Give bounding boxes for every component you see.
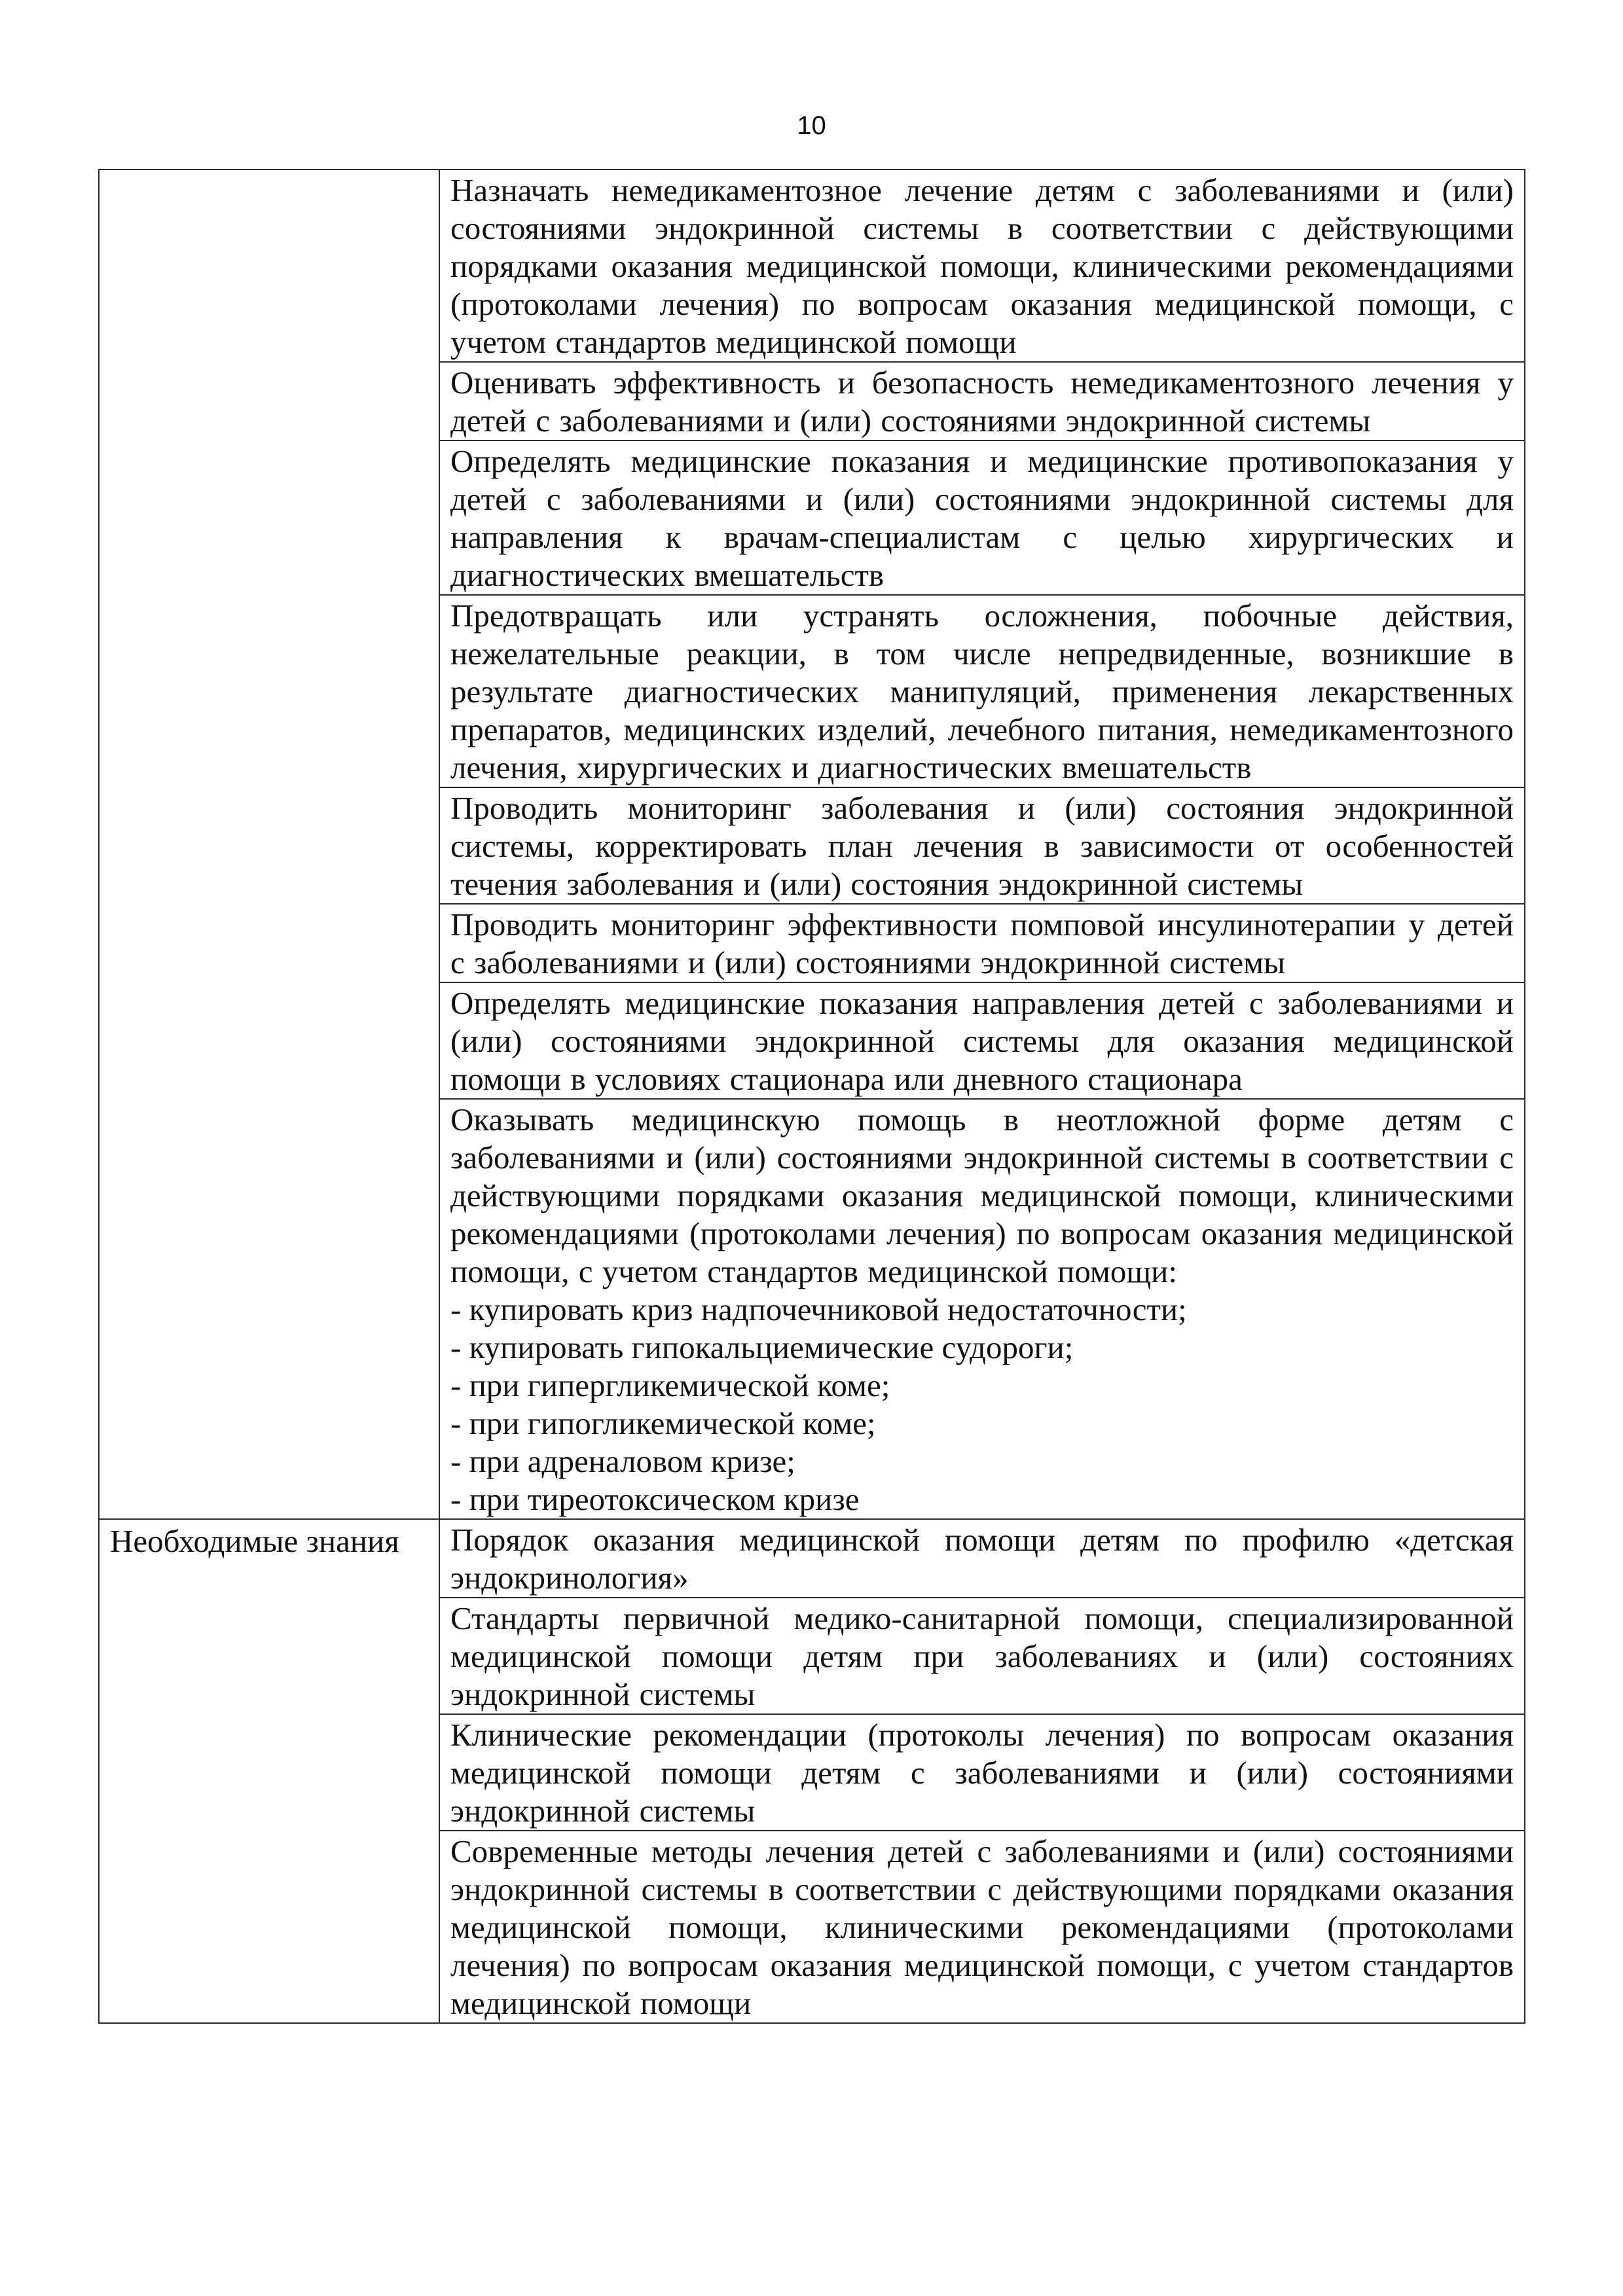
text-cell <box>439 904 1525 982</box>
skill-text: Оказывать медицинскую помощь в неотложной форме детям с заболеваниями и (или) состояниями эндокринной системы в соответствии с действующими порядками оказания медицинской помощи, клиническими рекомендациями (протоколами лечения) по вопросам оказания медицинской помощи, с учетом стандартов медицинской помощи: <box>450 1102 1514 1289</box>
list-item: - купировать гипокальциемические судороги; <box>450 1329 1074 1365</box>
list-item: - при гипогликемической коме; <box>450 1405 876 1441</box>
table-row <box>99 170 1525 362</box>
text-cell <box>439 787 1525 904</box>
label-cell-empty <box>99 170 439 1519</box>
skill-text: Предотвращать или устранять осложнения, побочные действия, нежелательные реакции, в том числе непредвиденные, возникшие в результате диагностических манипуляций, применения лекарственных препаратов, медицинских изделий, лечебного питания, немедикаментозного лечения, хирургических и диагностических вмешательств <box>450 598 1514 785</box>
text-cell <box>439 170 1525 362</box>
skill-text: Оценивать эффективность и безопасность немедикаментозного лечения у детей с заболеваниями и (или) состояниями эндокринной системы <box>450 365 1514 439</box>
knowledge-text: Стандарты первичной медико-санитарной помощи, специализированной медицинской помощи детям при заболеваниях и (или) состояниях эндокринной системы <box>450 1600 1514 1712</box>
text-cell <box>439 1598 1525 1714</box>
text-cell <box>439 362 1525 440</box>
knowledge-text: Современные методы лечения детей с заболеваниями и (или) состояниями эндокринной системы в соответствии с действующими порядками оказания медицинской помощи, клиническими рекомендациями (протоколами лечения) по вопросам оказания медицинской помощи, с учетом стандартов медицинской помощи <box>450 1833 1514 2021</box>
page-number: 10 <box>797 111 826 140</box>
text-cell <box>439 982 1525 1099</box>
section-label: Необходимые знания <box>110 1523 399 1559</box>
competency-table <box>98 169 1525 2024</box>
text-cell <box>439 1099 1525 1519</box>
skill-text: Определять медицинские показания направления детей с заболеваниями и (или) состояниями эндокринной системы для оказания медицинской помощи в условиях стационара или дневного стационара <box>450 985 1514 1097</box>
list-item: - при адреналовом кризе; <box>450 1443 795 1479</box>
knowledge-text: Порядок оказания медицинской помощи детям по профилю «детская эндокринология» <box>450 1522 1514 1596</box>
text-cell <box>439 1519 1525 1598</box>
section-label-cell <box>99 1519 439 2023</box>
list-item: - при тиреотоксическом кризе <box>450 1481 860 1517</box>
text-cell <box>439 1714 1525 1831</box>
knowledge-text: Клинические рекомендации (протоколы лечения) по вопросам оказания медицинской помощи детям с заболеваниями и (или) состояниями эндокринной системы <box>450 1717 1514 1829</box>
list-item: - при гипергликемической коме; <box>450 1367 890 1403</box>
skill-text: Проводить мониторинг эффективности помповой инсулинотерапии у детей с заболеваниями и (или) состояниями эндокринной системы <box>450 906 1514 980</box>
skill-text: Проводить мониторинг заболевания и (или) состояния эндокринной системы, корректировать план лечения в зависимости от особенностей течения заболевания и (или) состояния эндокринной системы <box>450 790 1514 902</box>
table-row <box>99 1519 1525 1598</box>
text-cell <box>439 595 1525 787</box>
skill-text: Определять медицинские показания и медицинские противопоказания у детей с заболеваниями и (или) состояниями эндокринной системы для направления к врачам-специалистам с целью хирургических и диагностических вмешательств <box>450 443 1514 593</box>
skill-text: Назначать немедикаментозное лечение детям с заболеваниями и (или) состояниями эндокринной системы в соответствии с действующими порядками оказания медицинской помощи, клиническими рекомендациями (протоколами лечения) по вопросам оказания медицинской помощи, с учетом стандартов медицинской помощи <box>450 172 1514 360</box>
text-cell <box>439 1831 1525 2023</box>
list-item: - купировать криз надпочечниковой недостаточности; <box>450 1291 1187 1327</box>
text-cell <box>439 440 1525 595</box>
